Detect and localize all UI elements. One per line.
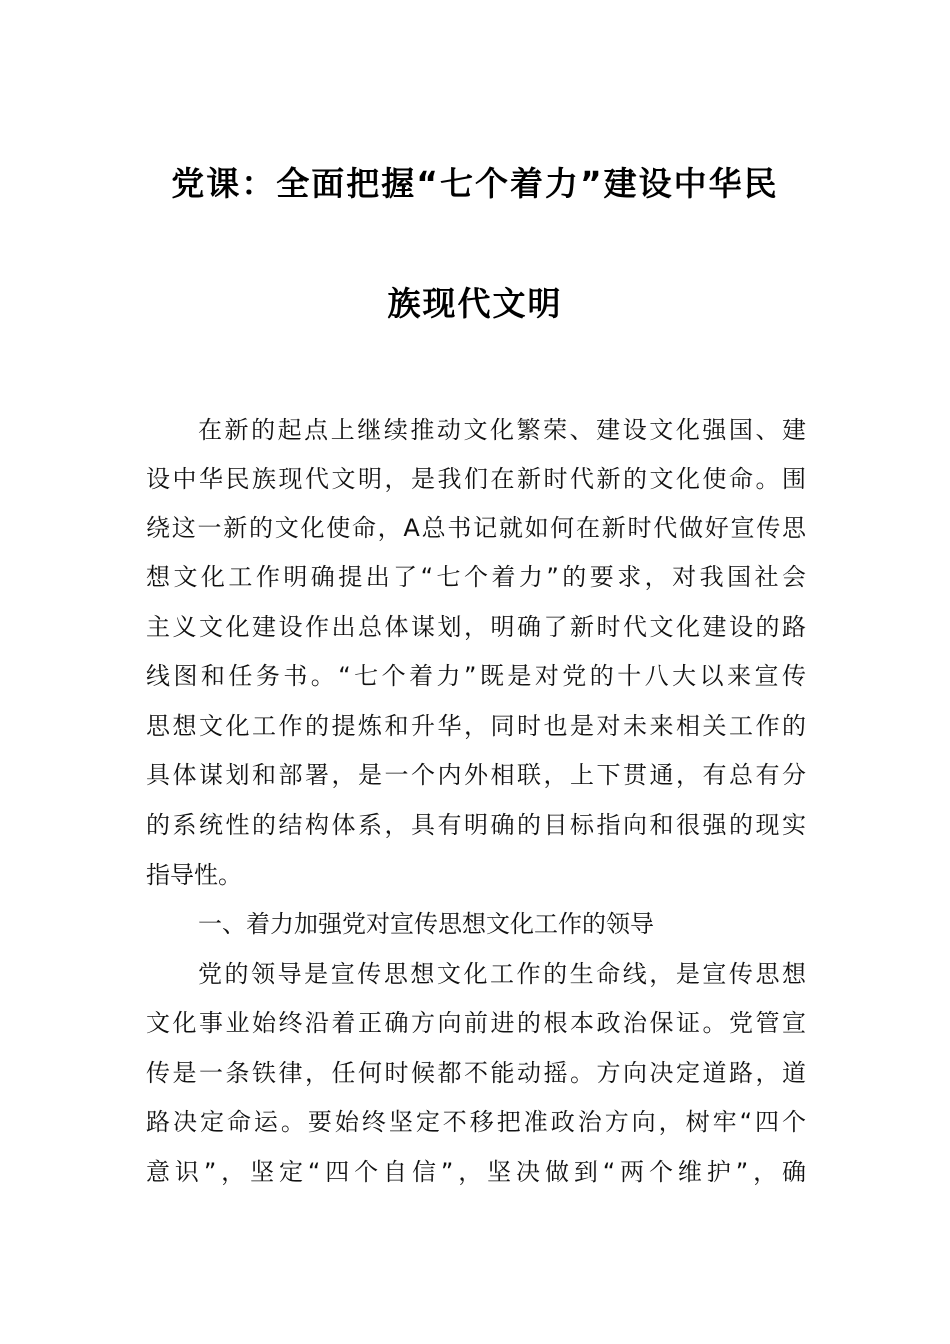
paragraph-line: 指导性。: [146, 861, 242, 889]
paragraph-line: 路决定命运。要始终坚定不移把准政治方向，树牢“四个: [146, 1108, 806, 1136]
paragraph-line: 思想文化工作的提炼和升华，同时也是对未来相关工作的: [146, 712, 806, 740]
paragraph-line: 主义文化建设作出总体谋划，明确了新时代文化建设的路: [146, 613, 806, 641]
paragraph-line: 意识”，坚定“四个自信”，坚决做到“两个维护”，确: [146, 1158, 806, 1186]
paragraph-line: 文化事业始终沿着正确方向前进的根本政治保证。党管宣: [146, 1009, 806, 1037]
paragraph-line: 绕这一新的文化使命，A总书记就如何在新时代做好宣传思: [146, 514, 806, 542]
paragraph-line: 在新的起点上继续推动文化繁荣、建设文化强国、建: [198, 416, 806, 444]
paragraph-line: 传是一条铁律，任何时候都不能动摇。方向决定道路，道: [146, 1059, 806, 1087]
section-heading: 一、着力加强党对宣传思想文化工作的领导: [198, 910, 654, 938]
document-title-line-2: 族现代文明: [387, 284, 563, 323]
paragraph-line: 设中华民族现代文明，是我们在新时代新的文化使命。围: [146, 465, 806, 493]
paragraph-line: 具体谋划和部署，是一个内外相联，上下贯通，有总有分: [146, 761, 806, 789]
paragraph-line: 线图和任务书。“七个着力”既是对党的十八大以来宣传: [146, 662, 806, 690]
paragraph-line: 党的领导是宣传思想文化工作的生命线，是宣传思想: [198, 960, 806, 988]
paragraph-line: 想文化工作明确提出了“七个着力”的要求，对我国社会: [146, 563, 806, 591]
document-title-line-1: 党课：全面把握“七个着力”建设中华民: [171, 164, 779, 203]
paragraph-line: 的系统性的结构体系，具有明确的目标指向和很强的现实: [146, 811, 806, 839]
